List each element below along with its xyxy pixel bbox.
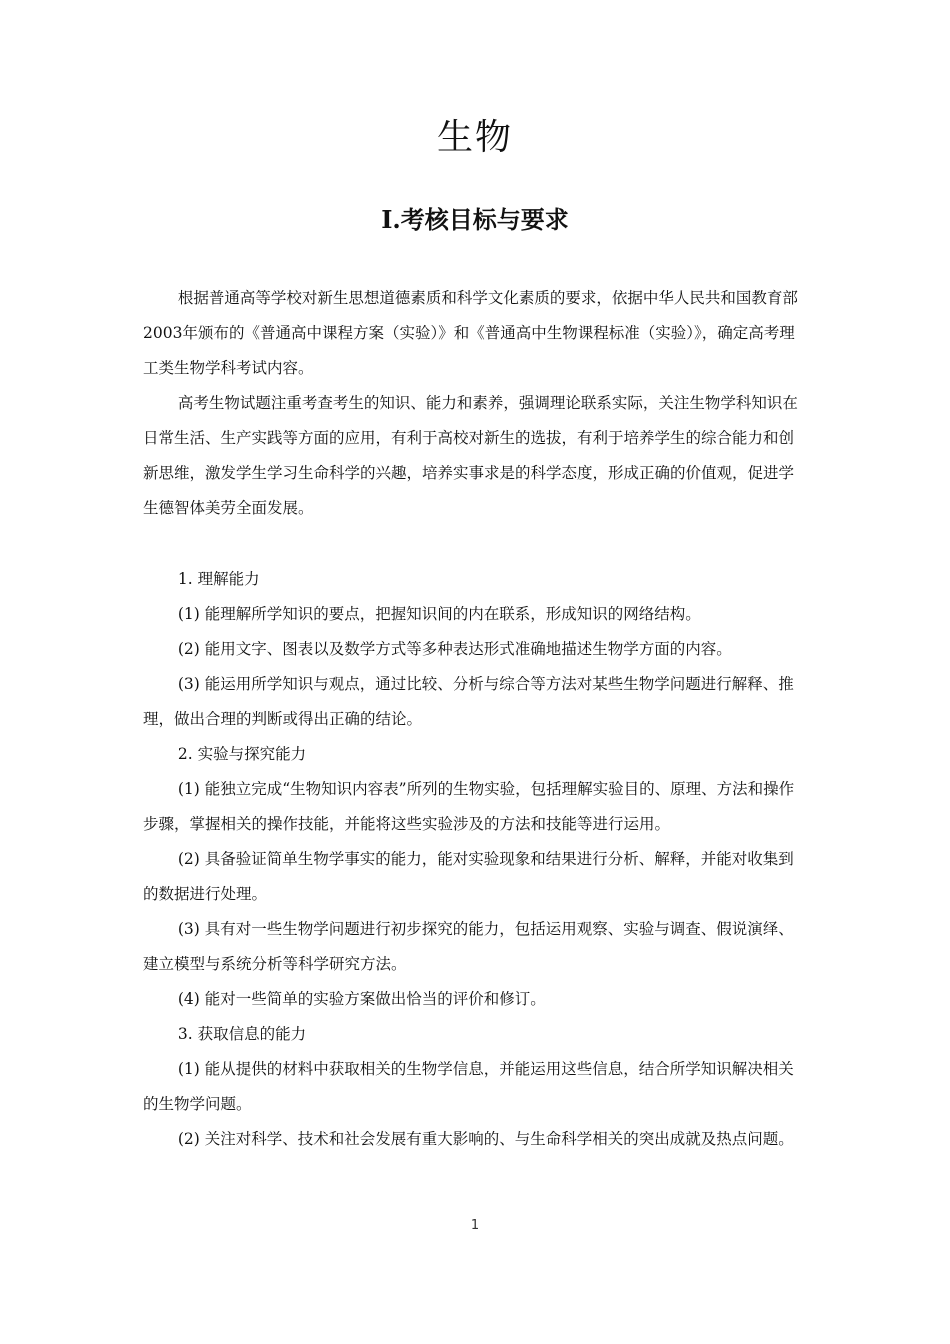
ability-item: (1) 能从提供的材料中获取相关的生物学信息，并能运用这些信息，结合所学知识解决相关的生物学问题。	[143, 1060, 794, 1113]
ability-item: (3) 具有对一些生物学问题进行初步探究的能力，包括运用观察、实验与调查、假说演绎、建立模型与系统分析等科学研究方法。	[143, 920, 794, 973]
ability-heading: 2. 实验与探究能力	[177, 745, 307, 763]
ability-item: (2) 能用文字、图表以及数学方式等多种表达形式准确地描述生物学方面的内容。	[177, 640, 732, 658]
ability-heading: 3. 获取信息的能力	[177, 1025, 307, 1043]
ability-item: (1) 能理解所学知识的要点，把握知识间的内在联系，形成知识的网络结构。	[177, 605, 701, 623]
ability-item: (3) 能运用所学知识与观点，通过比较、分析与综合等方法对某些生物学问题进行解释、推理，做出合理的判断或得出正确的结论。	[143, 675, 794, 728]
ability-item: (4) 能对一些简单的实验方案做出恰当的评价和修订。	[177, 990, 546, 1008]
intro-paragraph: 高考生物试题注重考查考生的知识、能力和素养，强调理论联系实际，关注生物学科知识在日常生活、生产实践等方面的应用，有利于高校对新生的选拔，有利于培养学生的综合能力和创新思维，激发学生学习生命科学的兴趣，培养实事求是的科学态度，形成正确的价值观，促进学生德智体美劳全面发展。	[143, 394, 798, 517]
intro-paragraph: 根据普通高等学校对新生思想道德素质和科学文化素质的要求，依据中华人民共和国教育部2003年颁布的《普通高中课程方案（实验）》和《普通高中生物课程标准（实验）》，确定高考理工类生物学科考试内容。	[143, 289, 798, 377]
abilities-section	[143, 562, 809, 1157]
section-heading: Ⅰ.考核目标与要求	[381, 205, 569, 234]
ability-item: (2) 具备验证简单生物学事实的能力，能对实验现象和结果进行分析、解释，并能对收集到的数据进行处理。	[143, 850, 794, 903]
page-number: 1	[470, 1218, 480, 1233]
page-title: 生物	[436, 117, 513, 158]
ability-heading: 1. 理解能力	[177, 570, 260, 588]
intro-section	[143, 281, 809, 526]
ability-item: (1) 能独立完成“生物知识内容表”所列的生物实验，包括理解实验目的、原理、方法和操作步骤，掌握相关的操作技能，并能将这些实验涉及的方法和技能等进行运用。	[143, 780, 795, 833]
ability-item: (2) 关注对科学、技术和社会发展有重大影响的、与生命科学相关的突出成就及热点问题。	[177, 1130, 794, 1148]
